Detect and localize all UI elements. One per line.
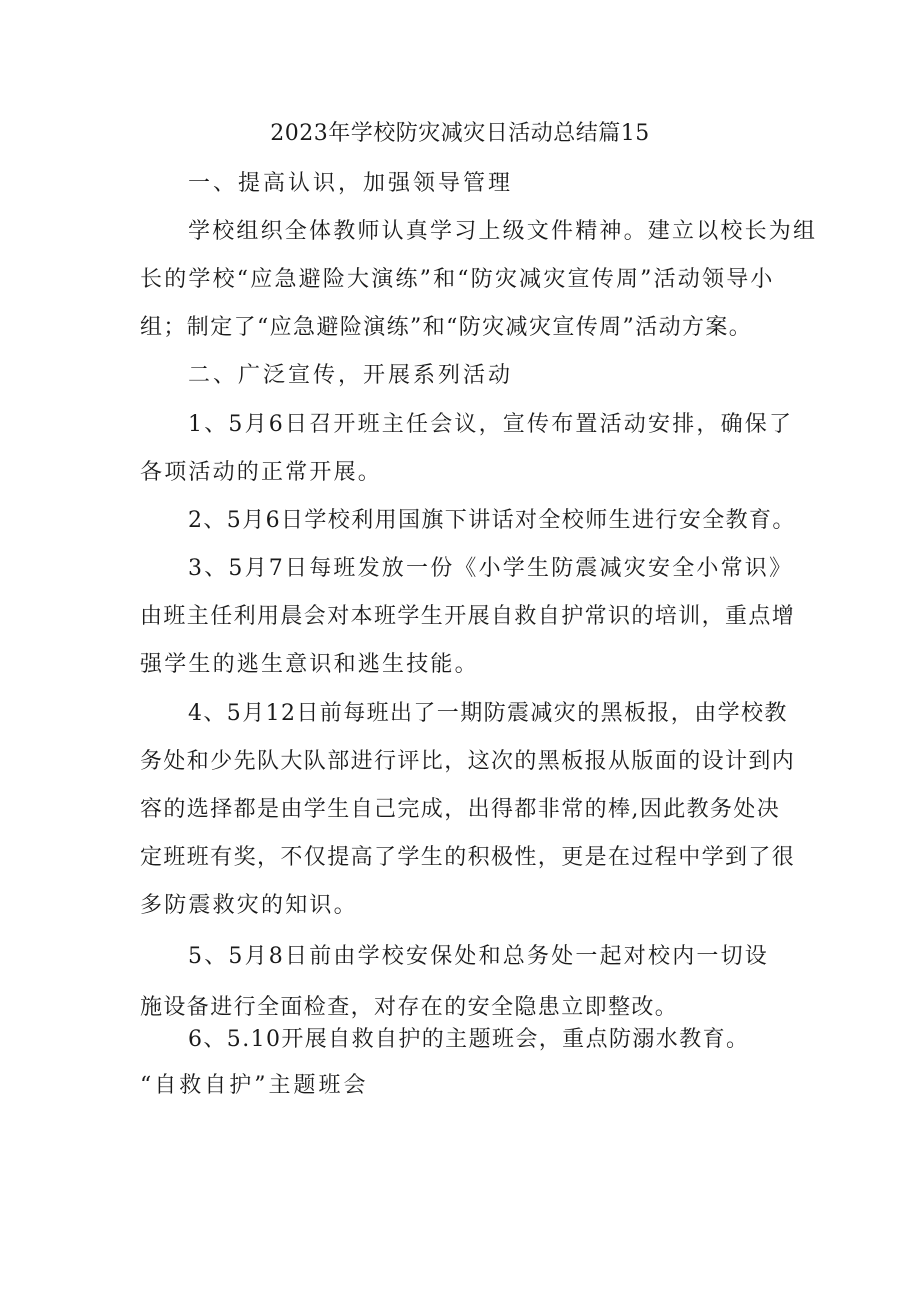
section-heading-1: 一、提高认识，加强领导管理 — [188, 171, 514, 196]
section-heading-2: 二、广泛宣传，开展系列活动 — [188, 363, 514, 388]
paragraph-line: 6、5.10开展自救自护的主题班会，重点防溺水教育。 — [188, 1027, 750, 1052]
paragraph-line: 组；制定了“应急避险演练”和“防灾减灾宣传周”活动方案。 — [140, 315, 753, 340]
paragraph-line: 5、5月8日前由学校安保处和总务处一起对校内一切设 — [188, 944, 769, 969]
paragraph-line: 2、5月6日学校利用国旗下讲话对全校师生进行安全教育。 — [188, 508, 796, 533]
paragraph-line: 4、5月12日前每班出了一期防震减灾的黑板报，由学校教 — [188, 701, 788, 726]
document-title: 2023年学校防灾减灾日活动总结篇15 — [270, 121, 650, 146]
paragraph-line: “自救自护”主题班会 — [140, 1073, 369, 1098]
paragraph-line: 1、5月6日召开班主任会议，宣传布置活动安排，确保了 — [188, 412, 794, 437]
paragraph-line: 多防震救灾的知识。 — [140, 893, 358, 918]
paragraph-line: 长的学校“应急避险大演练”和“防灾减灾宣传周”活动领导小 — [140, 267, 775, 292]
paragraph-line: 容的选择都是由学生自己完成，出得都非常的棒,因此教务处决 — [140, 797, 781, 822]
paragraph-line: 3、5月7日每班发放一份《小学生防震减灾安全小常识》 — [188, 556, 794, 581]
paragraph-line: 务处和少先队大队部进行评比，这次的黑板报从版面的设计到内 — [140, 749, 796, 774]
paragraph-line: 定班班有奖，不仅提高了学生的积极性，更是在过程中学到了很 — [140, 845, 796, 870]
paragraph-line: 由班主任利用晨会对本班学生开展自救自护常识的培训，重点增 — [140, 604, 796, 629]
paragraph-line: 施设备进行全面检查，对存在的安全隐患立即整改。 — [140, 995, 679, 1020]
paragraph-line: 强学生的逃生意识和逃生技能。 — [140, 652, 479, 677]
paragraph-line: 各项活动的正常开展。 — [140, 460, 383, 485]
paragraph-line: 学校组织全体教师认真学习上级文件精神。建立以校长为组 — [188, 219, 818, 244]
